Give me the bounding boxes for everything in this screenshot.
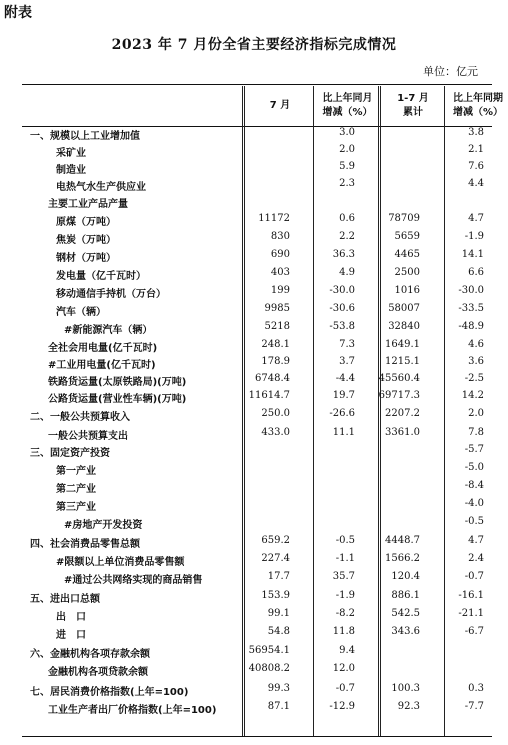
cell-v2: -26.6 (329, 408, 355, 419)
cell-v4: -21.1 (458, 608, 484, 619)
cell-v2: -8.2 (335, 608, 355, 619)
column-divider (313, 86, 314, 736)
row-label: 汽车（辆） (56, 307, 106, 318)
cell-v3: 45560.4 (378, 373, 420, 384)
row-label: 铁路货运量(太原铁路局)(万吨) (48, 377, 187, 388)
cell-v4: 4.7 (468, 535, 484, 546)
cell-v1: 153.9 (261, 590, 290, 601)
cell-v2: 0.6 (339, 213, 355, 224)
cell-v2: -1.1 (335, 553, 355, 564)
cell-v1: 9985 (264, 303, 290, 314)
cell-v4: 14.2 (461, 390, 484, 401)
row-label: 一、规模以上工业增加值 (30, 131, 140, 142)
cell-v3: 32840 (388, 321, 420, 332)
cell-v4: 2.0 (468, 408, 484, 419)
cell-v3: 92.3 (397, 701, 420, 712)
cell-v2: -4.4 (335, 373, 355, 384)
cell-v2: 2.0 (339, 144, 355, 155)
cell-v2: 3.0 (339, 127, 355, 138)
cell-v1: 54.8 (267, 626, 290, 637)
row-label: 公路货运量(营业性车辆)(万吨) (48, 394, 187, 405)
cell-v2: 9.4 (339, 645, 355, 656)
cell-v4: -1.9 (464, 231, 484, 242)
cell-v2: -0.5 (335, 535, 355, 546)
cell-v1: 99.1 (267, 608, 290, 619)
cell-v4: 3.8 (468, 127, 484, 138)
cell-v4: -5.7 (464, 444, 484, 455)
cell-v4: -2.5 (464, 373, 484, 384)
cell-v1: 248.1 (261, 339, 290, 350)
cell-v4: -33.5 (458, 303, 484, 314)
row-label: 发电量（亿千瓦时） (56, 271, 146, 282)
cell-v4: 3.6 (468, 356, 484, 367)
cell-v4: -6.7 (464, 626, 484, 637)
cell-v4: 4.4 (468, 178, 484, 189)
cell-v2: -30.0 (329, 285, 355, 296)
table-header (22, 86, 504, 127)
cell-v4: -7.7 (464, 701, 484, 712)
header-period-yoy: 比上年同期 增减（%） (452, 93, 504, 118)
row-label: #限额以上单位消费品零售额 (56, 557, 185, 568)
cell-v3: 3361.0 (385, 427, 420, 438)
cell-v1: 87.1 (267, 701, 290, 712)
row-label: 六、金融机构各项存款余额 (30, 649, 150, 660)
row-label: 全社会用电量(亿千瓦时) (48, 343, 158, 354)
cell-v3: 69717.3 (378, 390, 420, 401)
cell-v2: 35.7 (332, 571, 355, 582)
row-label: 出 口 (56, 612, 86, 623)
row-label: 进 口 (56, 630, 86, 641)
cell-v1: 403 (270, 267, 290, 278)
cell-v1: 199 (270, 285, 290, 296)
cell-v3: 1016 (394, 285, 420, 296)
header-july: 7 月 (269, 100, 291, 111)
cell-v1: 227.4 (261, 553, 290, 564)
cell-v3: 58007 (388, 303, 420, 314)
cell-v2: 11.8 (332, 626, 355, 637)
row-label: 电热气水生产供应业 (56, 182, 146, 193)
row-label: 采矿业 (56, 148, 86, 159)
cell-v3: 100.3 (391, 683, 420, 694)
cell-v1: 5218 (264, 321, 290, 332)
cell-v1: 659.2 (261, 535, 290, 546)
row-label: #房地产开发投资 (64, 520, 143, 531)
cell-v4: 4.6 (468, 339, 484, 350)
cell-v1: 56954.1 (248, 645, 290, 656)
row-label: 四、社会消费品零售总额 (30, 539, 140, 550)
cell-v1: 11172 (258, 213, 290, 224)
cell-v4: 7.6 (468, 161, 484, 172)
row-label: 第二产业 (56, 484, 96, 495)
column-divider (444, 86, 445, 736)
cell-v3: 1566.2 (385, 553, 420, 564)
row-label: 金融机构各项贷款余额 (48, 667, 148, 678)
cell-v3: 1215.1 (385, 356, 420, 367)
cell-v2: 3.7 (339, 356, 355, 367)
cell-v1: 17.7 (267, 571, 290, 582)
cell-v3: 542.5 (391, 608, 420, 619)
cell-v4: -48.9 (458, 321, 484, 332)
cell-v4: 7.8 (468, 427, 484, 438)
page-title: 2023 年 7 月份全省主要经济指标完成情况 (111, 37, 397, 53)
cell-v4: 6.6 (468, 267, 484, 278)
cell-v3: 4465 (394, 249, 420, 260)
row-label: 主要工业产品产量 (48, 199, 128, 210)
cell-v3: 1649.1 (385, 339, 420, 350)
cell-v2: 5.9 (339, 161, 355, 172)
cell-v1: 11614.7 (248, 390, 290, 401)
row-label: 三、固定资产投资 (30, 448, 110, 459)
cell-v1: 690 (270, 249, 290, 260)
cell-v4: -0.7 (464, 571, 484, 582)
cell-v1: 433.0 (261, 427, 290, 438)
row-label: 原煤（万吨） (56, 217, 116, 228)
column-divider (242, 86, 245, 736)
cell-v3: 343.6 (391, 626, 420, 637)
cell-v4: -16.1 (458, 590, 484, 601)
row-label: 制造业 (56, 165, 86, 176)
table-bottom-rule (22, 736, 492, 737)
cell-v2: 2.2 (339, 231, 355, 242)
cell-v2: -12.9 (329, 701, 355, 712)
cell-v2: 36.3 (332, 249, 355, 260)
row-label: 钢材（万吨） (56, 253, 116, 264)
row-label: 五、进出口总额 (30, 594, 100, 605)
cell-v2: 11.1 (332, 427, 355, 438)
cell-v3: 5659 (394, 231, 420, 242)
row-label: 移动通信手持机（万台） (56, 289, 166, 300)
cell-v3: 886.1 (391, 590, 420, 601)
cell-v4: 0.3 (468, 683, 484, 694)
cell-v1: 40808.2 (248, 663, 290, 674)
cell-v3: 2500 (394, 267, 420, 278)
cell-v2: -1.9 (335, 590, 355, 601)
appendix-label: 附表 (4, 5, 32, 21)
cell-v3: 78709 (388, 213, 420, 224)
row-label: 二、一般公共预算收入 (30, 412, 130, 423)
cell-v4: -30.0 (458, 285, 484, 296)
cell-v2: 7.3 (339, 339, 355, 350)
cell-v1: 830 (270, 231, 290, 242)
row-label: #工业用电量(亿千瓦时) (48, 360, 156, 371)
cell-v2: -0.7 (335, 683, 355, 694)
row-label: 第一产业 (56, 466, 96, 477)
cell-v4: 2.1 (468, 144, 484, 155)
cell-v2: 4.9 (339, 267, 355, 278)
cell-v4: -8.4 (464, 480, 484, 491)
row-label: 工业生产者出厂价格指数(上年=100) (48, 705, 217, 716)
row-label: #新能源汽车（辆） (64, 325, 153, 336)
cell-v4: -0.5 (464, 516, 484, 527)
row-label: 一般公共预算支出 (48, 431, 128, 442)
cell-v4: -5.0 (464, 462, 484, 473)
cell-v2: 19.7 (332, 390, 355, 401)
column-divider (378, 86, 381, 736)
cell-v3: 120.4 (391, 571, 420, 582)
row-label: #通过公共网络实现的商品销售 (64, 575, 203, 586)
row-label: 焦炭（万吨） (56, 235, 116, 246)
table-top-rule (22, 84, 492, 85)
cell-v3: 2207.2 (385, 408, 420, 419)
header-cumulative: 1-7 月 累计 (397, 93, 429, 118)
row-label: 七、居民消费价格指数(上年=100) (30, 687, 189, 698)
cell-v2: -53.8 (329, 321, 355, 332)
cell-v1: 99.3 (267, 683, 290, 694)
row-label: 第三产业 (56, 502, 96, 513)
cell-v4: 14.1 (461, 249, 484, 260)
cell-v1: 178.9 (261, 356, 290, 367)
cell-v2: 12.0 (332, 663, 355, 674)
cell-v4: -4.0 (464, 498, 484, 509)
cell-v3: 4448.7 (385, 535, 420, 546)
header-month-yoy: 比上年同月 增减（%） (322, 93, 373, 118)
cell-v2: -30.6 (329, 303, 355, 314)
cell-v4: 2.4 (468, 553, 484, 564)
unit-label: 单位：亿元 (423, 65, 478, 78)
cell-v4: 4.7 (468, 213, 484, 224)
cell-v1: 6748.4 (255, 373, 290, 384)
cell-v1: 250.0 (261, 408, 290, 419)
cell-v2: 2.3 (339, 178, 355, 189)
